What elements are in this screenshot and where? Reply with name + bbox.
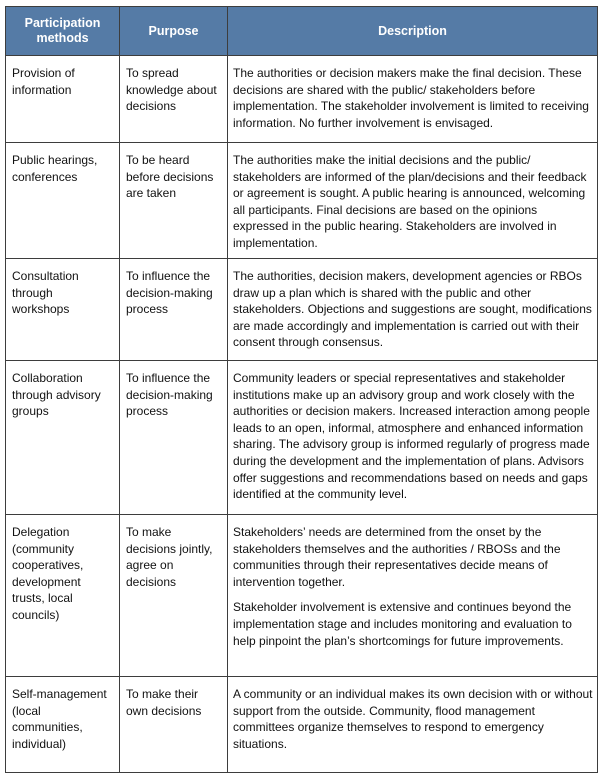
table-row: [6, 259, 598, 361]
description-cell: [228, 143, 598, 259]
table-row: [6, 677, 598, 773]
header-purpose: Purpose: [120, 7, 228, 56]
description-paragraph: The authorities make the initial decisions and the public/ stakeholders are informed of the plan/decisions and their feedback or agreement is sought. A public hearing is announced, welcoming all participants. Final decisions are based on the opinions expressed in the public hearing. Stakeholders are involved in implementation.: [233, 153, 587, 250]
method-cell: Public hearings, conferences: [6, 143, 120, 259]
header-row: [6, 7, 598, 56]
table-row: [6, 56, 598, 143]
description-cell: [228, 677, 598, 773]
table-row: [6, 361, 598, 515]
participation-methods-table-container: [5, 6, 597, 773]
purpose-cell: To influence the decision-making process: [120, 259, 228, 361]
method-cell: Consultation through workshops: [6, 259, 120, 361]
purpose-cell: To make decisions jointly, agree on decisions: [120, 515, 228, 677]
description-cell: [228, 515, 598, 677]
description-paragraph: Community leaders or special representatives and stakeholder institutions make up an advisory group and work closely with the authorities or decision makers. Increased interaction among people leads to an open, informal, atmosphere and enhanced information sharing. The advisory group is informed regularly of progress made during the development and the implementation of plans. Advisors offer suggestions and recommendations based on needs and gaps identified at the community level.: [233, 371, 590, 502]
description-paragraph: The authorities or decision makers make the final decision. These decisions are shared with the public/ stakeholders before implementation. The stakeholder involvement is limited to receiving information. No further involvement is envisaged.: [233, 66, 589, 130]
description-paragraph: The authorities, decision makers, development agencies or RBOs draw up a plan which is shared with the public and other stakeholders. Objections and suggestions are sought, modifications are made accordingly and implementation is carried out with their consent through consensus.: [233, 269, 592, 350]
purpose-cell: To be heard before decisions are taken: [120, 143, 228, 259]
purpose-cell: To make their own decisions: [120, 677, 228, 773]
table-row: [6, 515, 598, 677]
description-paragraph: A community or an individual makes its own decision with or without support from the outside. Community, flood management committees organize themselves to respond to emergency situations.: [233, 687, 593, 751]
method-cell: Collaboration through advisory groups: [6, 361, 120, 515]
description-cell: [228, 361, 598, 515]
method-cell: Self-management (local communities, individual): [6, 677, 120, 773]
header-description: Description: [228, 7, 598, 56]
participation-methods-table: [5, 6, 598, 773]
method-cell: Provision of information: [6, 56, 120, 143]
description-cell: [228, 56, 598, 143]
method-cell: Delegation (community cooperatives, development trusts, local councils): [6, 515, 120, 677]
table-row: [6, 143, 598, 259]
purpose-cell: To spread knowledge about decisions: [120, 56, 228, 143]
purpose-cell: To influence the decision-making process: [120, 361, 228, 515]
description-paragraph: Stakeholder involvement is extensive and continues beyond the implementation stage and includes monitoring and evaluation to help pinpoint the plan’s shortcomings for future improvements.: [233, 600, 572, 648]
description-cell: [228, 259, 598, 361]
description-paragraph: Stakeholders’ needs are determined from the onset by the stakeholders themselves and the authorities / RBOSs and the communities through their representatives decide means of intervention together.: [233, 525, 561, 589]
header-participation-methods: Participation methods: [6, 7, 120, 56]
